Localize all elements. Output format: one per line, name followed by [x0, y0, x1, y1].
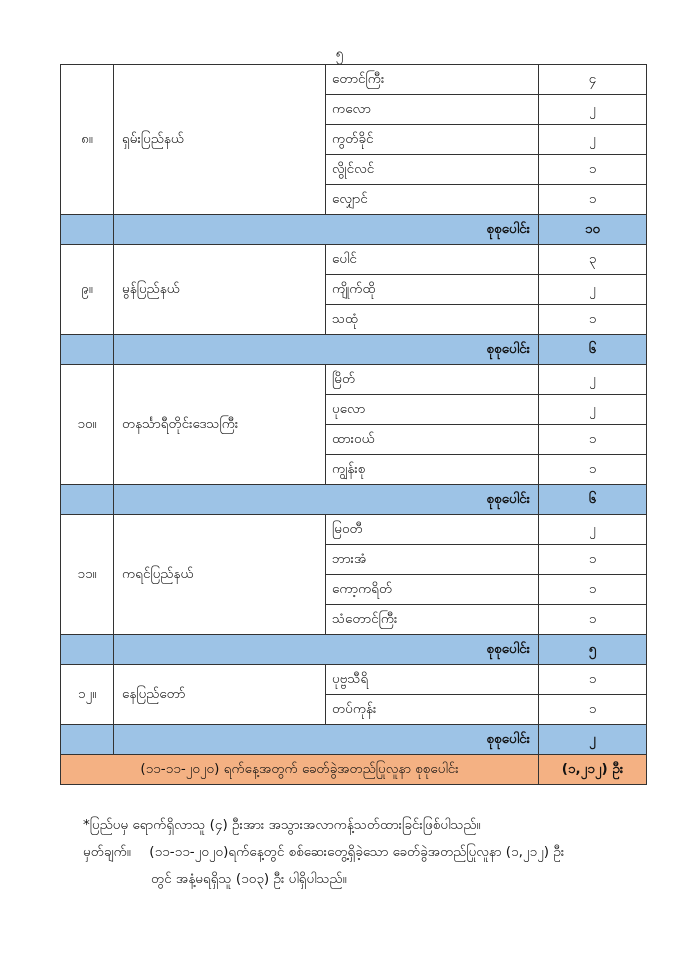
table-row [61, 515, 647, 545]
table-row [61, 65, 647, 95]
case-count: ၁ [539, 455, 647, 485]
subtotal-value: ၆ [539, 485, 647, 515]
note-remark [83, 839, 653, 866]
district-name: ဘားအံ [326, 545, 539, 575]
subtotal-row [61, 335, 647, 365]
row-number: ၁၀။ [61, 365, 114, 485]
district-name: တပ်ကုန်း [326, 695, 539, 725]
subtotal-row [61, 215, 647, 245]
district-name: လျှောင် [326, 185, 539, 215]
district-name: ထားဝယ် [326, 425, 539, 455]
case-count: ၂ [539, 125, 647, 155]
table-row [61, 245, 647, 275]
subtotal-value: ၆ [539, 335, 647, 365]
subtotal-row [61, 485, 647, 515]
row-number: ၈။ [61, 65, 114, 215]
row-number: ၁၂။ [61, 665, 114, 725]
subtotal-blank [61, 725, 114, 755]
case-count: ၁ [539, 605, 647, 635]
state-name: မွန်ပြည်နယ် [114, 245, 326, 335]
case-count: ၁ [539, 695, 647, 725]
subtotal-label: စုစုပေါင်း [114, 635, 539, 665]
cases-by-district-table [60, 64, 647, 785]
case-count: ၂ [539, 365, 647, 395]
grand-total-value: (၁,၂၁၂) ဦး [539, 755, 647, 785]
district-name: ကွတ်ခိုင် [326, 125, 539, 155]
subtotal-blank [61, 215, 114, 245]
case-count: ၁ [539, 575, 647, 605]
subtotal-value: ၁၀ [539, 215, 647, 245]
case-count: ၁ [539, 425, 647, 455]
case-count: ၂ [539, 275, 647, 305]
case-count: ၁ [539, 185, 647, 215]
subtotal-value: ၅ [539, 635, 647, 665]
case-count: ၂ [539, 515, 647, 545]
case-count: ၂ [539, 95, 647, 125]
district-name: ပုလော [326, 395, 539, 425]
remark-text: (၁၁-၁၁-၂၀၂၀)ရက်နေ့တွင် စစ်ဆေးတွေ့ရှိခဲ့သော ခေတ်ခွဲအတည်ပြုလူနာ (၁,၂၁၂) ဦး [149, 844, 565, 860]
district-name: မြဝတီ [326, 515, 539, 545]
district-name: လွိုင်လင် [326, 155, 539, 185]
district-name: ကျွန်းစု [326, 455, 539, 485]
subtotal-row [61, 725, 647, 755]
state-name: ရှမ်းပြည်နယ် [114, 65, 326, 215]
notes-section [83, 812, 653, 893]
case-count: ၂ [539, 395, 647, 425]
subtotal-label: စုစုပေါင်း [114, 725, 539, 755]
row-number: ၁၁။ [61, 515, 114, 635]
case-count: ၁ [539, 665, 647, 695]
subtotal-blank [61, 335, 114, 365]
subtotal-blank [61, 635, 114, 665]
case-count: ၁ [539, 155, 647, 185]
row-number: ၉။ [61, 245, 114, 335]
state-name: တနင်္သာရီတိုင်းဒေသကြီး [114, 365, 326, 485]
subtotal-label: စုစုပေါင်း [114, 485, 539, 515]
district-name: ပေါင် [326, 245, 539, 275]
case-count: ၁ [539, 305, 647, 335]
grand-total-row [61, 755, 647, 785]
subtotal-value: ၂ [539, 725, 647, 755]
grand-total-label: (၁၁-၁၁-၂၀၂၀) ရက်နေ့အတွက် ခေတ်ခွဲအတည်ပြုလူနာ စုစုပေါင်း [61, 755, 539, 785]
district-name: မြိတ် [326, 365, 539, 395]
case-count: ၄ [539, 65, 647, 95]
district-name: ကျိုက်ထို [326, 275, 539, 305]
district-name: သထုံ [326, 305, 539, 335]
district-name: တောင်ကြီး [326, 65, 539, 95]
state-name: ကရင်ပြည်နယ် [114, 515, 326, 635]
remark-label: မှတ်ချက်။ [83, 844, 131, 860]
table-row [61, 665, 647, 695]
district-name: သံတောင်ကြီး [326, 605, 539, 635]
state-name: နေပြည်တော် [114, 665, 326, 725]
district-name: ကလော [326, 95, 539, 125]
case-count: ၁ [539, 545, 647, 575]
subtotal-label: စုစုပေါင်း [114, 215, 539, 245]
note-remark-continued: တွင် အနံ့မရရှိသူ (၁၀၃) ဦး ပါရှိပါသည်။ [151, 871, 347, 887]
note-quarantine: *ပြည်ပမှ ရောက်ရှိလာသူ (၄) ဦးအား အသွားအလာကန့်သတ်ထားခြင်းဖြစ်ပါသည်။ [83, 817, 481, 833]
page-number: ၅ [335, 46, 344, 62]
subtotal-blank [61, 485, 114, 515]
case-count: ၃ [539, 245, 647, 275]
subtotal-row [61, 635, 647, 665]
table-row [61, 365, 647, 395]
subtotal-label: စုစုပေါင်း [114, 335, 539, 365]
district-name: ကော့ကရိတ် [326, 575, 539, 605]
district-name: ပုဗ္ဗသီရိ [326, 665, 539, 695]
